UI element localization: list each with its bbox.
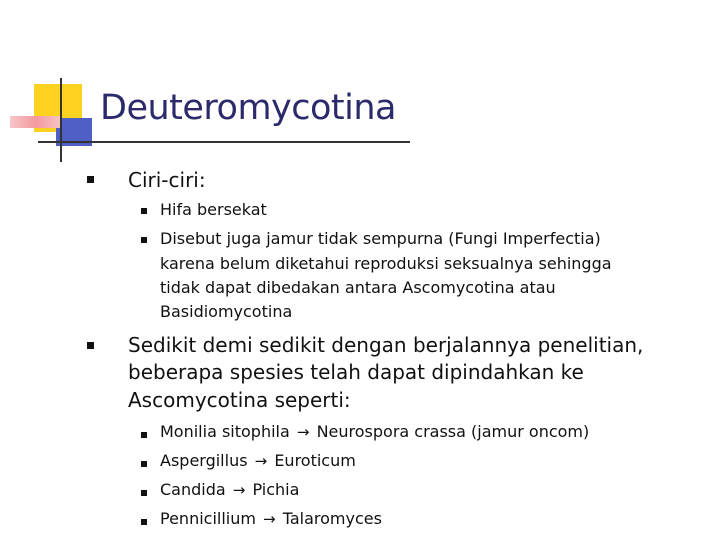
section-label: Sedikit demi sedikit dengan berjalannya penelitian, xyxy=(128,333,644,357)
section-label: Ciri-ciri: xyxy=(128,168,206,192)
list-item xyxy=(160,479,299,501)
square-bullet-icon xyxy=(141,490,147,496)
right-arrow-icon: → xyxy=(296,423,310,441)
square-bullet-icon xyxy=(141,237,147,243)
deco-horizontal-line xyxy=(38,141,410,143)
from-name: Pennicillium xyxy=(160,509,256,528)
from-name: Aspergillus xyxy=(160,451,248,470)
square-bullet-icon xyxy=(141,519,147,525)
deco-pink-bar xyxy=(10,116,62,128)
list-item: Hifa bersekat xyxy=(160,200,267,219)
to-name: Neurospora crassa (jamur oncom) xyxy=(316,422,590,441)
list-item xyxy=(160,421,589,443)
square-bullet-icon xyxy=(141,461,147,467)
section-label-continuation: Ascomycotina seperti: xyxy=(128,388,351,412)
list-item-continuation: Basidiomycotina xyxy=(160,302,293,321)
list-item-continuation: karena belum diketahui reproduksi seksualnya sehingga xyxy=(160,254,612,273)
square-bullet-icon xyxy=(87,342,94,349)
section-label-continuation: beberapa spesies telah dapat dipindahkan ke xyxy=(128,360,584,384)
to-name: Pichia xyxy=(252,480,300,499)
square-bullet-icon xyxy=(141,208,147,214)
list-item-continuation: tidak dapat dibedakan antara Ascomycotina atau xyxy=(160,278,556,297)
list-item xyxy=(160,450,356,472)
list-item xyxy=(160,508,382,530)
to-name: Euroticum xyxy=(274,451,356,470)
from-name: Monilia sitophila xyxy=(160,422,290,441)
list-item: Disebut juga jamur tidak sempurna (Fungi Imperfectia) xyxy=(160,229,601,248)
square-bullet-icon xyxy=(87,176,94,183)
from-name: Candida xyxy=(160,480,226,499)
right-arrow-icon: → xyxy=(254,452,268,470)
page-title: Deuteromycotina xyxy=(100,88,396,128)
right-arrow-icon: → xyxy=(232,481,246,499)
square-bullet-icon xyxy=(141,432,147,438)
to-name: Talaromyces xyxy=(282,509,382,528)
right-arrow-icon: → xyxy=(263,510,276,528)
deco-vertical-line xyxy=(60,78,62,162)
